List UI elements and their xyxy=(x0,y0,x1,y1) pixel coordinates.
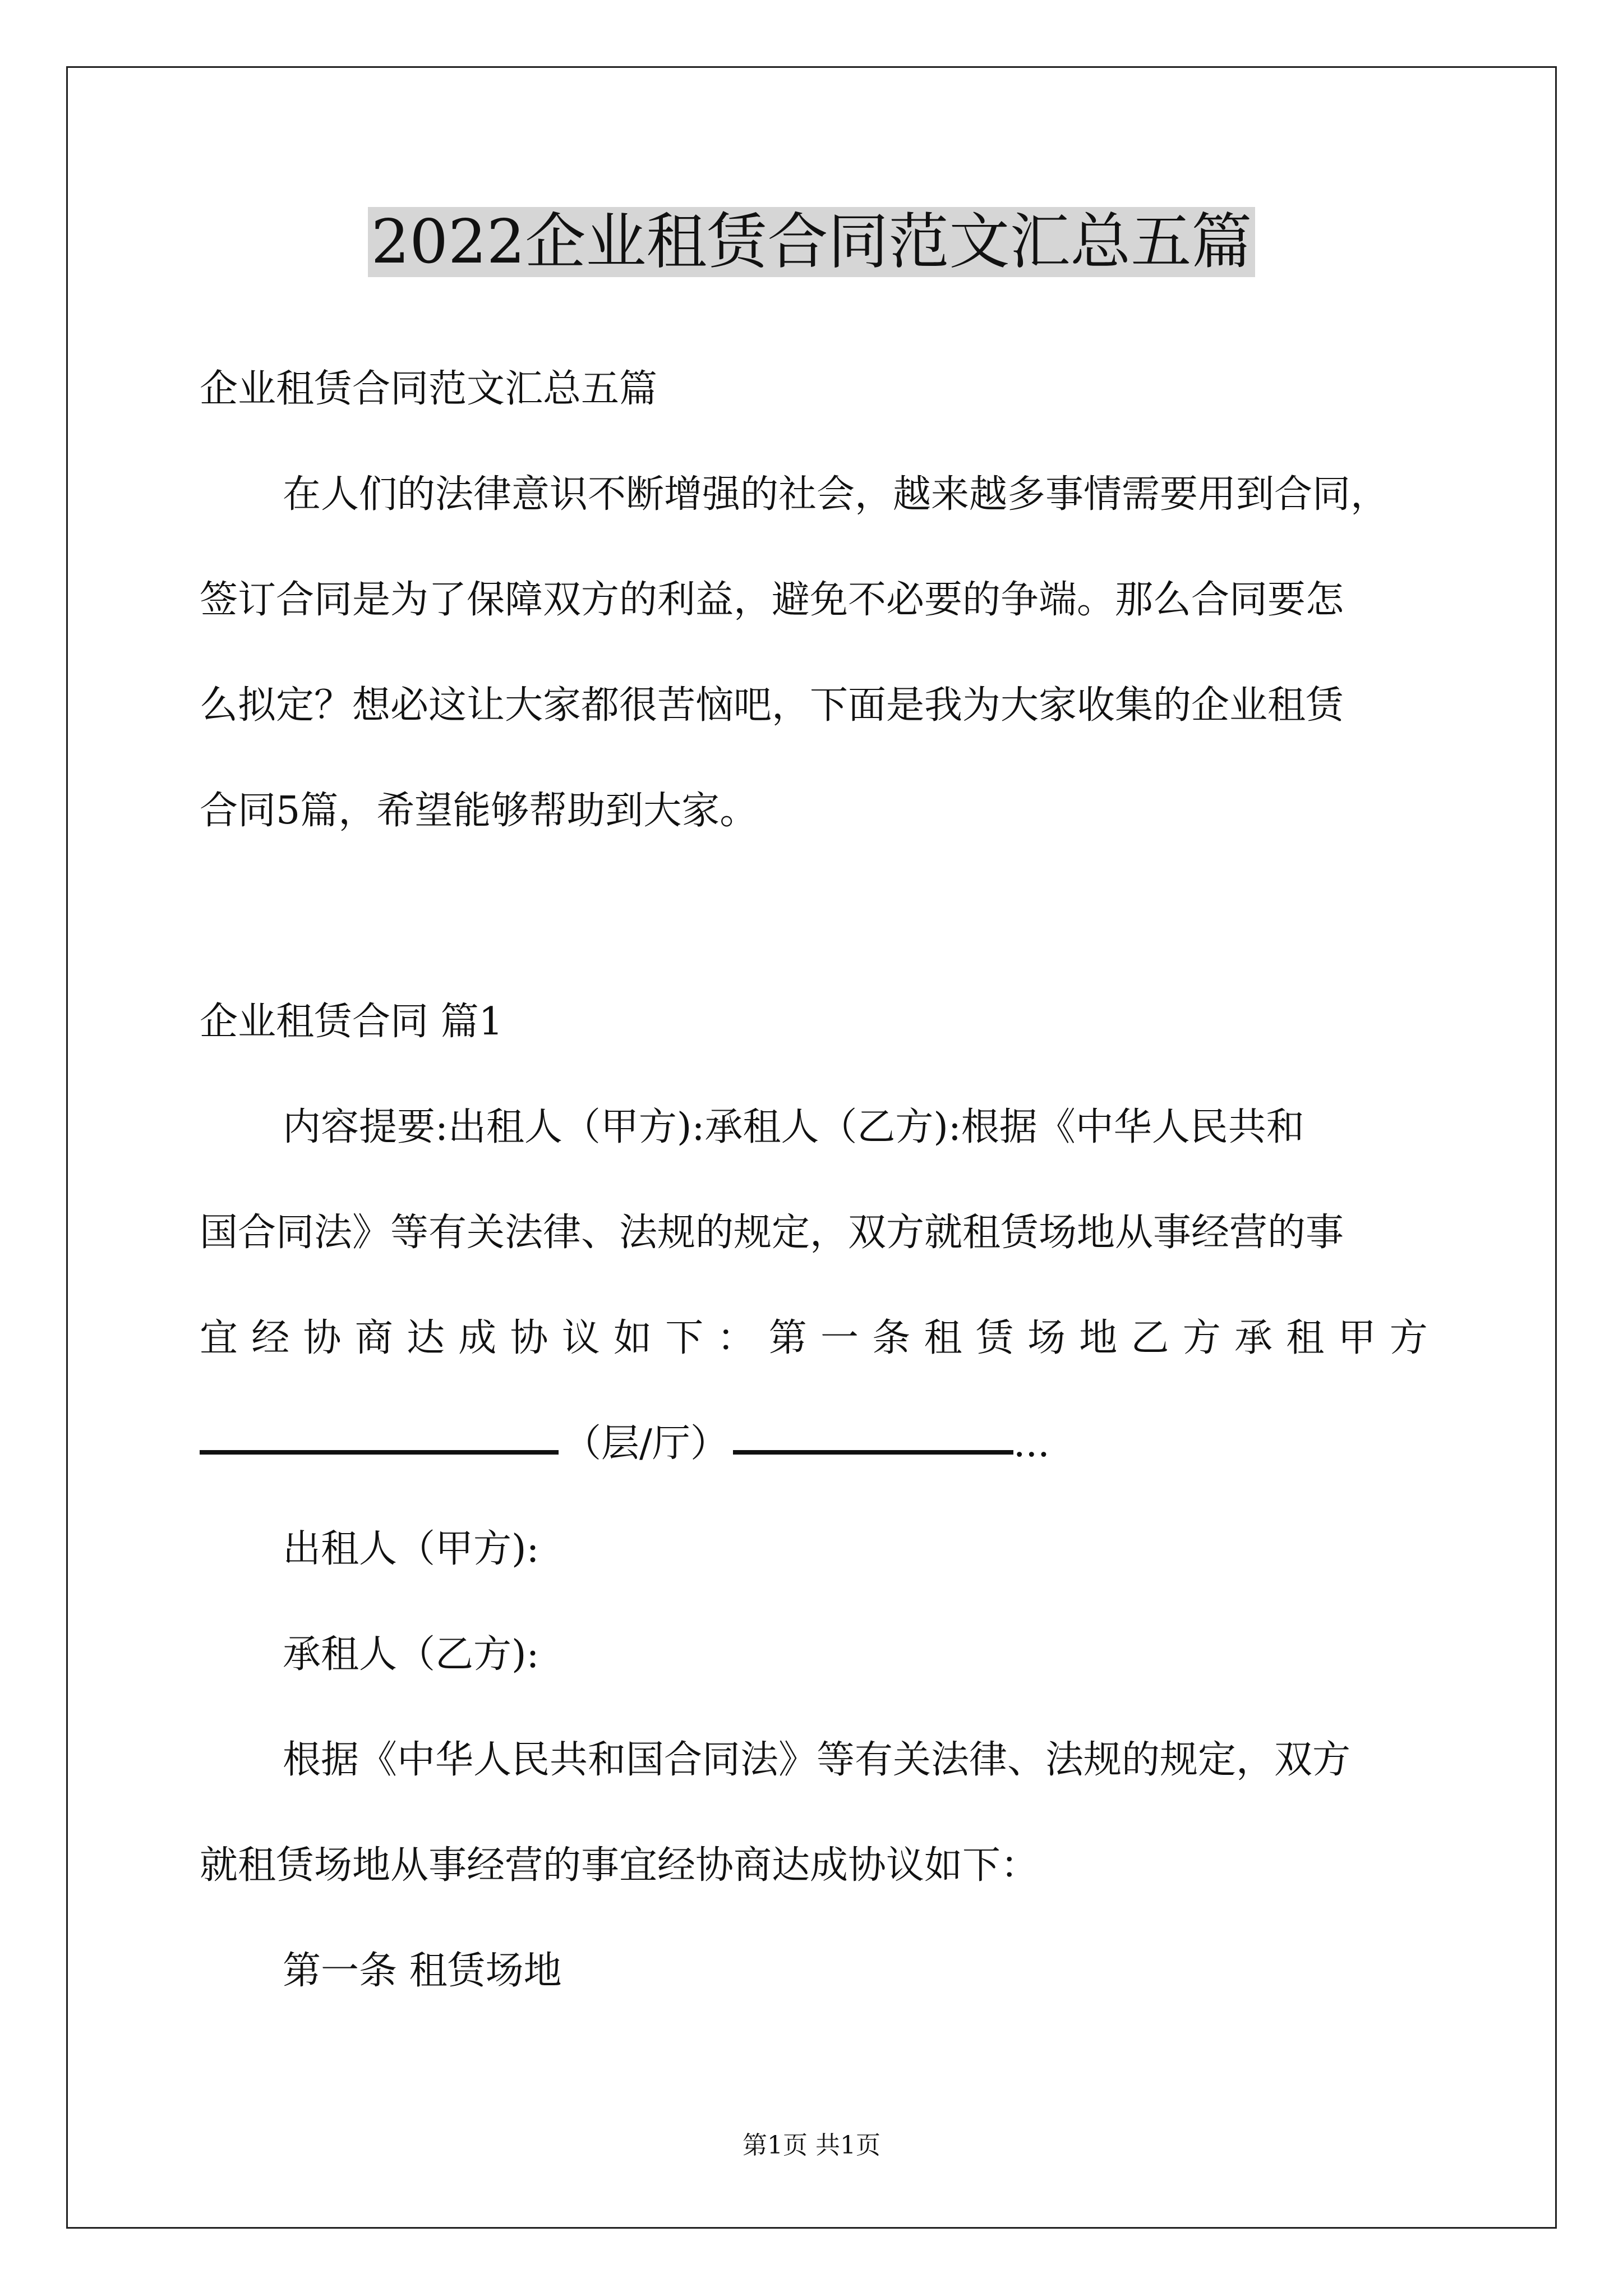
spaced-char: 经 xyxy=(251,1316,290,1360)
intro-line-2: 签订合同是为了保障双方的利益，避免不必要的争端。那么合同要怎 xyxy=(200,578,1344,622)
paragraph-gap xyxy=(200,864,1433,969)
section-heading: 企业租赁合同 篇1 xyxy=(200,1000,503,1044)
spaced-char: 达 xyxy=(407,1316,445,1360)
spaced-char: 宜 xyxy=(200,1316,238,1360)
spaced-char: 租 xyxy=(1286,1316,1325,1360)
summary-line-1: 内容提要:出租人（甲方):承租人（乙方):根据《中华人民共和 xyxy=(283,1105,1304,1149)
intro-line-1: 在人们的法律意识不断增强的社会，越来越多事情需要用到合同， xyxy=(283,472,1389,517)
fill-in-blank-area xyxy=(733,1450,1013,1455)
spaced-char: 乙 xyxy=(1131,1316,1169,1360)
spaced-char: 议 xyxy=(561,1316,600,1360)
intro-line-3: 么拟定？想必这让大家都很苦恼吧，下面是我为大家收集的企业租赁 xyxy=(200,683,1344,728)
spaced-char: 一 xyxy=(820,1316,859,1360)
summary-line-4 xyxy=(200,1391,1433,1497)
basis-line-2: 就租赁场地从事经营的事宜经协商达成协议如下： xyxy=(200,1843,1039,1888)
floor-unit-text: （层/厅） xyxy=(563,1421,728,1466)
spaced-char: 协 xyxy=(510,1316,548,1360)
spaced-char: 甲 xyxy=(1338,1316,1376,1360)
spaced-char: 赁 xyxy=(975,1316,1014,1360)
spaced-char: 第 xyxy=(768,1316,807,1360)
intro-line-4: 合同5篇，希望能够帮助到大家。 xyxy=(200,789,758,833)
spaced-char: ： xyxy=(717,1316,755,1360)
lessee-label: 承租人（乙方): xyxy=(283,1632,540,1677)
page-number-footer: 第1页 共1页 xyxy=(743,2131,880,2160)
spaced-char: 方 xyxy=(1182,1316,1221,1360)
spaced-char: 条 xyxy=(872,1316,911,1360)
spaced-char: 成 xyxy=(458,1316,497,1360)
spaced-char: 地 xyxy=(1079,1316,1118,1360)
subtitle: 企业租赁合同范文汇总五篇 xyxy=(200,367,658,411)
lessor-label: 出租人（甲方): xyxy=(283,1527,540,1571)
spaced-char: 场 xyxy=(1027,1316,1066,1360)
spaced-char: 商 xyxy=(354,1316,393,1360)
summary-line-2: 国合同法》等有关法律、法规的规定，双方就租赁场地从事经营的事 xyxy=(200,1211,1344,1255)
spaced-char: 下 xyxy=(665,1316,704,1360)
document-title: 2022企业租赁合同范文汇总五篇 xyxy=(0,203,1623,282)
spaced-char: 方 xyxy=(1389,1316,1428,1360)
document-body xyxy=(200,337,1433,2024)
spaced-char: 租 xyxy=(924,1316,962,1360)
spaced-char: 协 xyxy=(303,1316,342,1360)
article-1-heading: 第一条 租赁场地 xyxy=(283,1949,562,1993)
spaced-char: 如 xyxy=(614,1316,652,1360)
summary-line-3 xyxy=(200,1286,1428,1391)
spaced-char: 承 xyxy=(1234,1316,1273,1360)
fill-in-blank-floor xyxy=(200,1450,559,1455)
ellipsis: ... xyxy=(1013,1421,1050,1466)
basis-line-1: 根据《中华人民共和国合同法》等有关法律、法规的规定，双方 xyxy=(283,1738,1351,1782)
